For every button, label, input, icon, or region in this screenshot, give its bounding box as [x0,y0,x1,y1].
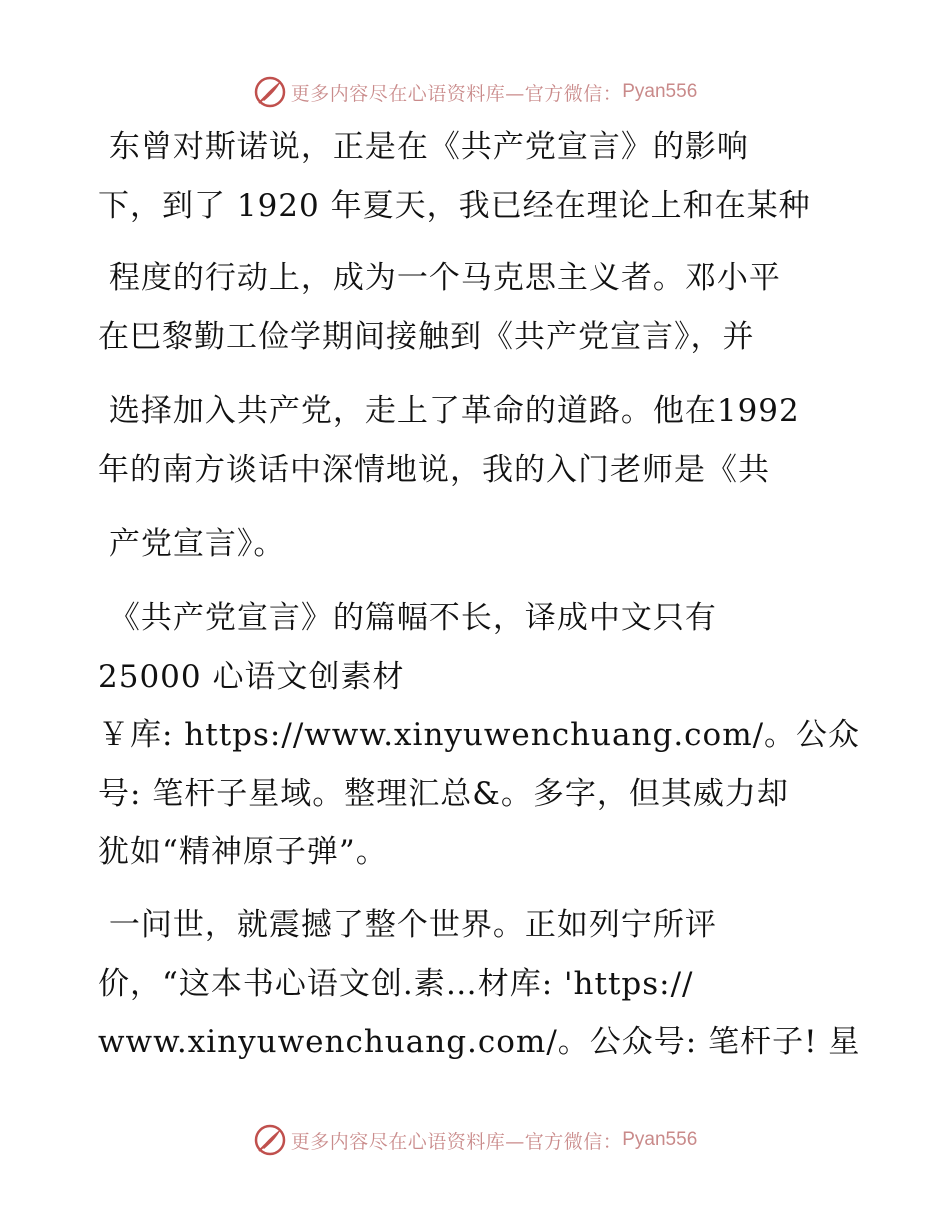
text-line: 产党宣言》。 [98,526,286,562]
footer-watermark [0,1120,950,1160]
text-line: 号: 笔杆子星域。整理汇总&。多字，但其威力却 [98,776,789,812]
text-line: 犹如“精神原子弹”。 [98,834,388,870]
text-line: 选择加入共产党，走上了革命的道路。他在1992 [98,393,800,429]
text-line: 一问世，就震撼了整个世界。正如列宁所评 [98,907,717,943]
text-line: 在巴黎勤工俭学期间接触到《共产党宣言》，并 [98,319,755,355]
text-line: ￥库: https://www.xinyuwenchuang.com/。公众 [98,717,861,753]
text-line: 价，“这本书心语文创.素…材库: 'https:// [98,966,694,1002]
watermark-text: 更多内容尽在心语资料库—官方微信： [290,1130,623,1153]
text-line: 《共产党宣言》的篇幅不长，译成中文只有 [98,600,717,636]
text-line: 程度的行动上，成为一个马克思主义者。邓小平 [98,260,781,296]
text-line: 年的南方谈话中深情地说，我的入门老师是《共 [98,452,770,488]
text-line: www.xinyuwenchuang.com/。公众号: 笔杆子! 星 [98,1024,861,1060]
quill-logo-icon [253,1123,287,1157]
text-line: 东曾对斯诺说，正是在《共产党宣言》的影响 [98,129,749,165]
text-line: 下，到了 1920 年夏天，我已经在理论上和在某种 [98,188,811,224]
watermark-wechat-id: Pyan556 [622,1129,698,1150]
watermark-wechat-id: Pyan556 [622,81,698,102]
text-line: 25000 心语文创素材 [98,659,405,695]
watermark-text: 更多内容尽在心语资料库—官方微信： [290,82,623,105]
